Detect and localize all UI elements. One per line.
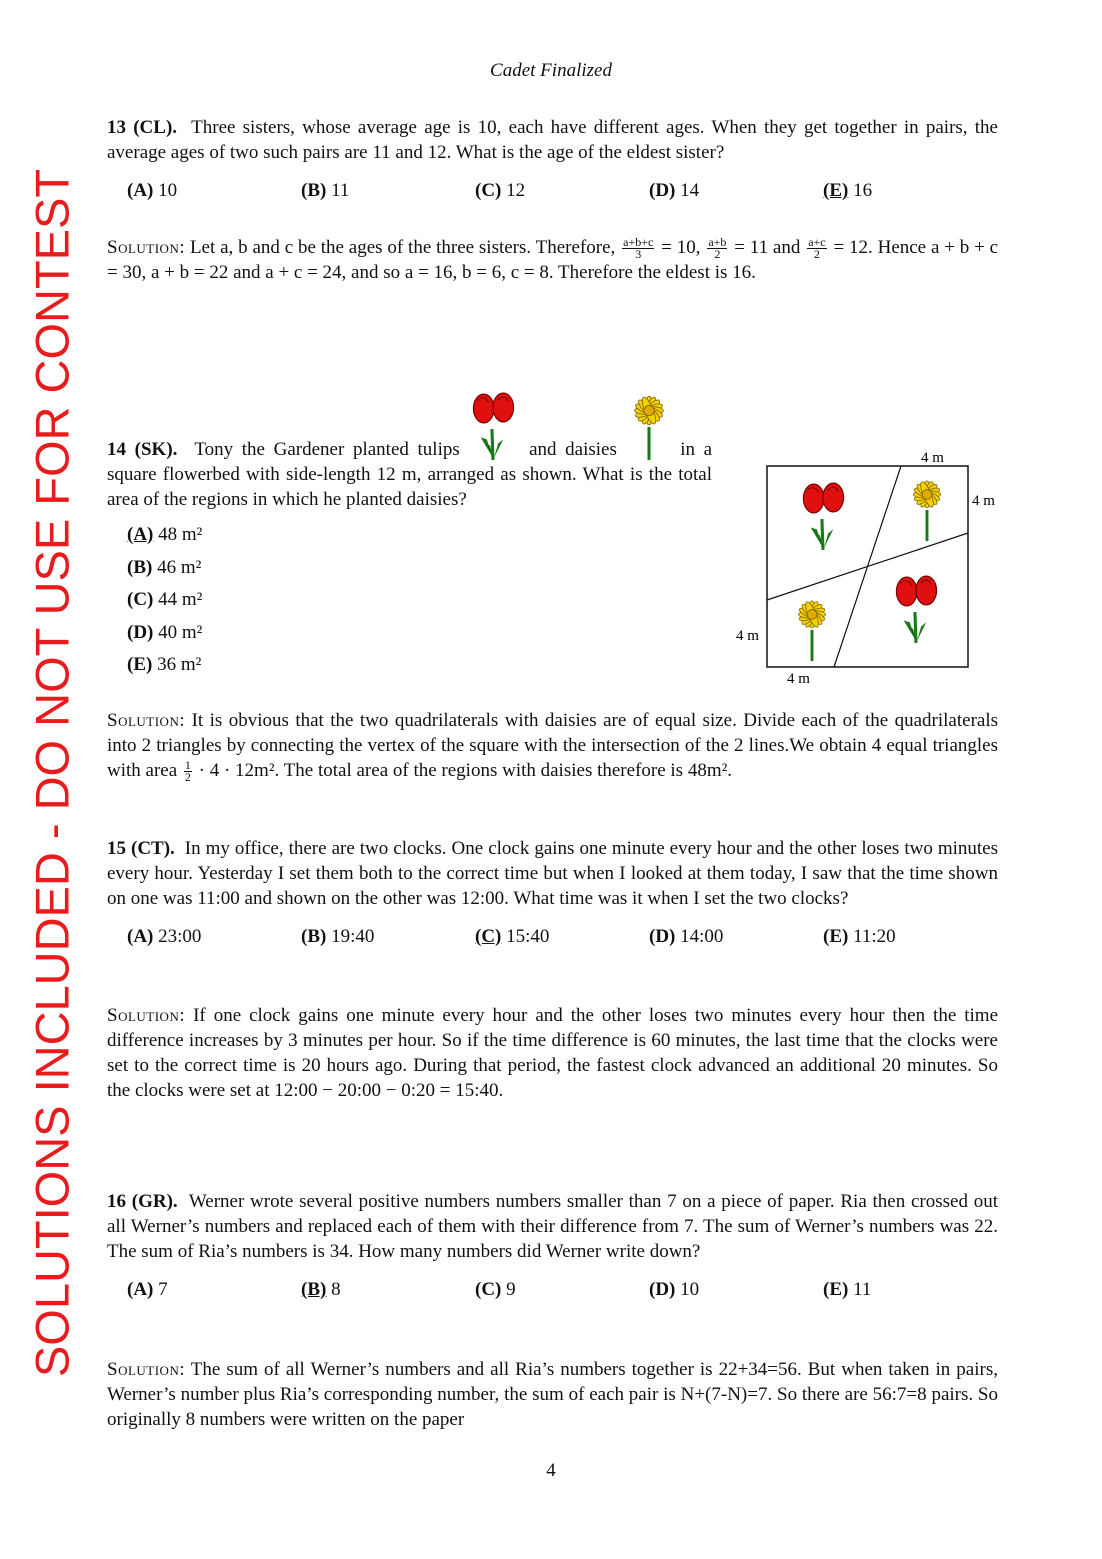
- solution-text: · 4 · 12m². The total area of the regions with daisies therefore is 48m².: [198, 760, 733, 781]
- solution-15: [107, 1003, 998, 1103]
- equation-part: = 11 and: [734, 237, 801, 258]
- fraction: $\frac{a+b}{2}$: [708, 235, 727, 262]
- label-left: 4 m: [736, 628, 759, 644]
- watermark: [16, 100, 88, 1445]
- tulip-icon: [468, 390, 520, 462]
- option-b: (B) 46 m²: [127, 556, 202, 578]
- option-a: (A) 10: [127, 180, 178, 201]
- fraction: $\frac{1}{2}$: [184, 758, 191, 785]
- solution-heading: Solution:: [107, 710, 186, 731]
- label-bottom: 4 m: [787, 671, 810, 687]
- page-header: Cadet Finalized: [490, 60, 612, 81]
- option-e: (E) 36 m²: [127, 654, 202, 675]
- option-d: (D) 14: [649, 180, 700, 201]
- option-d: (D) 14:00: [649, 926, 724, 947]
- fraction: $\frac{a+c}{2}$: [808, 235, 826, 262]
- option-b: (B) 19:40: [301, 926, 375, 947]
- question-14: [107, 390, 712, 685]
- solution-text: If one clock gains one minute every hour and the other loses two minutes every hour then the time difference increases by 3 minutes per hour. So if the time difference is 60 minutes, the last time that the clocks were set to the correct time is 20 hours ago. During that period, the fastest clock advanced an additional 20 minutes. So the clocks were set at 12:00 − 20:00 − 0:20 = 15:40.: [107, 1005, 999, 1101]
- question-number: 14 (SK).: [107, 439, 178, 460]
- question-text: In my office, there are two clocks. One clock gains one minute every hour and the other loses two minutes every hour. Yesterday I set them both to the correct time but when I looked at them today, I saw that the time shown on one was 11:00 and shown on the other was 12:00. What time was it when I set the two clocks?: [107, 838, 998, 909]
- solution-heading: Solution:: [107, 237, 186, 258]
- divider-line: [767, 533, 968, 600]
- question-text: in: [680, 439, 695, 460]
- answer-options: [107, 1277, 998, 1302]
- question-number: 15 (CT).: [107, 838, 175, 859]
- solution-heading: Solution:: [107, 1005, 186, 1026]
- option-a-correct: (A) 48 m²: [127, 524, 203, 545]
- question-text: and daisies: [529, 439, 617, 460]
- solution-text: It is obvious that the two quadrilaterals with daisies are of equal size. Divide each of the quadrilaterals into 2 triangles by connecting the vertex of the square with the intersection of the 2 lines.We obtain 4 equal triangles with area: [107, 710, 999, 781]
- option-d: (D) 40 m²: [127, 621, 203, 643]
- option-c: (C) 44 m²: [127, 589, 203, 610]
- flowerbed-diagram: [733, 445, 1003, 690]
- question-number: 16 (GR).: [107, 1191, 178, 1212]
- option-d: (D) 10: [649, 1279, 700, 1300]
- equation-part: = 10,: [661, 237, 701, 258]
- page-number: 4: [546, 1460, 556, 1481]
- option-b-correct: (B) 8: [301, 1279, 341, 1300]
- option-e: (E) 11:20: [823, 926, 896, 947]
- option-e-correct: (E) 16: [823, 180, 873, 201]
- question-16: [107, 1189, 998, 1302]
- solution-text: The sum of all Werner’s numbers and all Ria’s numbers together is 22+34=56. But when taken in pairs, Werner’s number plus Ria’s corresponding number, the sum of each pair is N+(7-N)=7. So there are 56:7=8 pairs. So originally 8 numbers were written on the paper: [107, 1359, 998, 1430]
- tulip-icon: [896, 576, 936, 643]
- solution-heading: Solution:: [107, 1359, 186, 1380]
- daisy-icon: [626, 390, 672, 462]
- option-a: (A) 23:00: [127, 926, 202, 947]
- question-number: 13 (CL).: [107, 117, 178, 138]
- option-c: (C) 9: [475, 1279, 516, 1300]
- solution-13: [107, 235, 998, 285]
- option-b: (B) 11: [301, 180, 350, 201]
- tulip-icon: [803, 483, 843, 550]
- option-a: (A) 7: [127, 1279, 168, 1300]
- question-15: [107, 836, 998, 949]
- option-e: (E) 11: [823, 1279, 872, 1300]
- question-text: Tony the Gardener planted tulips: [194, 439, 460, 460]
- watermark-text: SOLUTIONS INCLUDED - DO NOT USE FOR CONTEST: [25, 168, 79, 1377]
- question-text: a square flowerbed with side-length 12 m, arranged as shown. What is the total area of the regions in which he planted daisies?: [107, 439, 713, 510]
- label-right: 4 m: [972, 493, 995, 509]
- solution-16: [107, 1357, 998, 1432]
- question-text: Werner wrote several positive numbers numbers smaller than 7 on a piece of paper. Ria then crossed out all Werner’s numbers and replaced each of them with their difference from 7. The sum of Werner’s numbers was 22. The sum of Ria’s numbers is 34. How many numbers did Werner write down?: [107, 1191, 999, 1262]
- option-c: (C) 12: [475, 180, 526, 201]
- daisy-icon: [798, 600, 826, 661]
- question-13: [107, 115, 998, 203]
- answer-options: [107, 178, 998, 203]
- solution-text: Let a, b and c be the ages of the three sisters. Therefore,: [189, 237, 616, 258]
- label-top: 4 m: [921, 450, 944, 466]
- solution-14: [107, 708, 998, 783]
- option-c-correct: (C) 15:40: [475, 926, 550, 947]
- fraction: $\frac{a+b+c}{3}$: [623, 235, 654, 262]
- question-text: Three sisters, whose average age is 10, each have different ages. When they get together in pairs, the average ages of two such pairs are 11 and 12. What is the age of the eldest sister?: [107, 117, 998, 163]
- daisy-icon: [913, 480, 941, 541]
- solution-text: = 12. Hence a + b + c = 30, a + b = 22 and a + c = 24, and so a = 16, b = 6, c = 8. Therefore the eldest is 16.: [107, 237, 999, 284]
- answer-options: [107, 522, 712, 685]
- answer-options: [107, 924, 998, 949]
